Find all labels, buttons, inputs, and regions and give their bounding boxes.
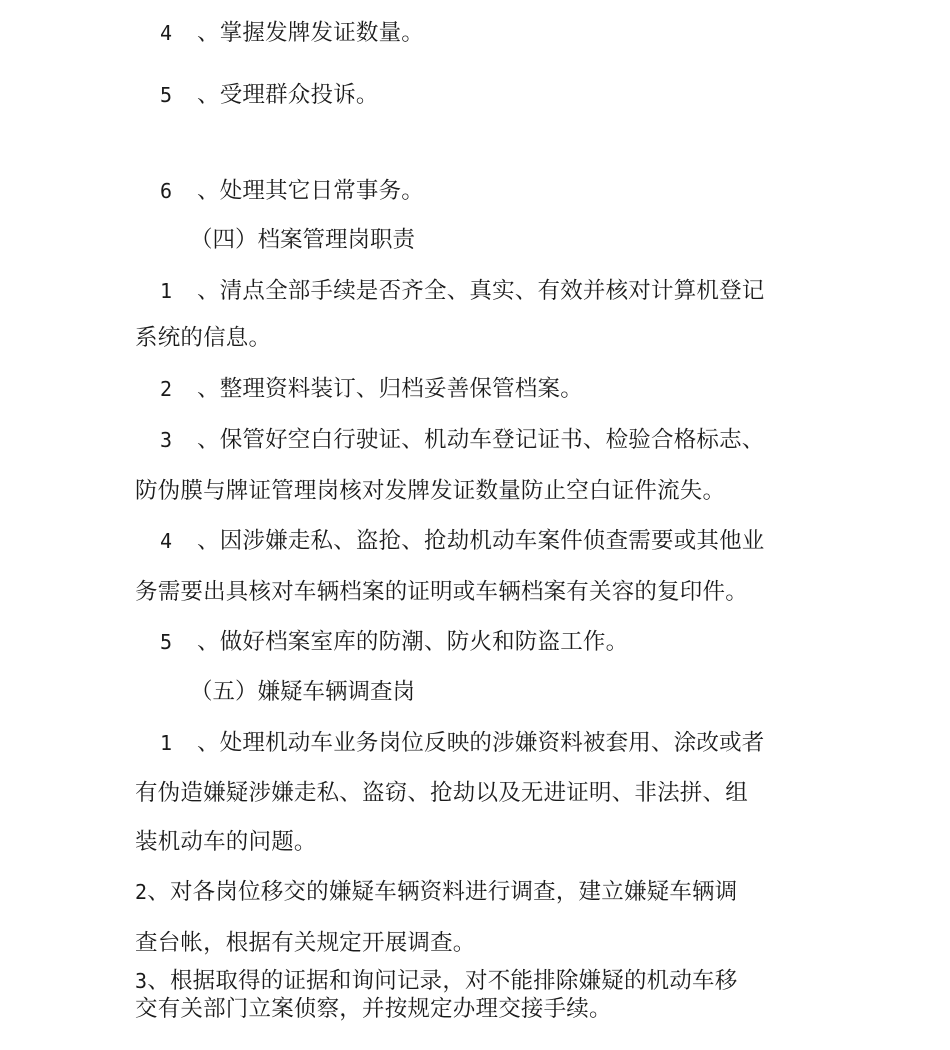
item-6-line [135,176,424,206]
item-text: 、受理群众投诉。 [197,82,379,108]
section-4-heading: （四）档案管理岗职责 [190,227,416,253]
item-text: 、因涉嫌走私、盗抢、抢劫机动车案件侦查需要或其他业 [197,528,765,554]
s4-item-3-line2: 防伪膜与牌证管理岗核对发牌发证数量防止空白证件流失。 [135,478,726,504]
s5-item-3-line1 [135,966,737,996]
s4-item-4-line2: 务需要出具核对车辆档案的证明或车辆档案有关容的复印件。 [135,579,748,605]
item-text: 、掌握发牌发证数量。 [197,20,425,46]
item-number: 1 [160,731,173,755]
s4-item-1-line2: 系统的信息。 [135,325,272,351]
item-number: 2 [135,880,148,904]
item-text: 、清点全部手续是否齐全、真实、有效并核对计算机登记 [197,278,765,304]
item-text: 、处理其它日常事务。 [197,178,425,204]
item-number: 1 [160,279,173,303]
s5-item-2-line1 [135,877,737,907]
item-4-line [135,18,424,48]
item-number: 2 [160,377,173,401]
item-number: 4 [160,21,173,45]
s5-item-3-line2: 交有关部门立案侦察，并按规定办理交接手续。 [135,996,612,1022]
s4-item-4-line1 [135,526,765,556]
item-number: 5 [160,83,173,107]
item-text: 、处理机动车业务岗位反映的涉嫌资料被套用、涂改或者 [197,730,765,756]
item-number: 3 [135,969,148,993]
s5-item-1-line1 [135,728,765,758]
item-number: 3 [160,428,173,452]
section-5-heading: （五）嫌疑车辆调查岗 [190,679,416,705]
s5-item-1-line2: 有伪造嫌疑涉嫌走私、盗窃、抢劫以及无进证明、非法拼、组 [135,780,748,806]
s4-item-3-line1 [135,425,765,455]
item-text: 、整理资料装订、归档妥善保管档案。 [197,376,583,402]
item-number: 4 [160,529,173,553]
item-text: 、根据取得的证据和询问记录，对不能排除嫌疑的机动车移 [147,968,738,994]
item-number: 5 [160,630,173,654]
item-5-line [135,80,379,110]
s4-item-1-line1 [135,276,765,306]
s4-item-2-line1 [135,374,583,404]
s5-item-2-line2: 查台帐，根据有关规定开展调查。 [135,930,476,956]
s4-item-5-line1 [135,627,628,657]
item-text: 、做好档案室库的防潮、防火和防盗工作。 [197,629,629,655]
item-text: 、保管好空白行驶证、机动车登记证书、检验合格标志、 [197,427,765,453]
item-text: 、对各岗位移交的嫌疑车辆资料进行调查，建立嫌疑车辆调 [147,879,738,905]
s5-item-1-line3: 装机动车的问题。 [135,829,317,855]
item-number: 6 [160,179,173,203]
